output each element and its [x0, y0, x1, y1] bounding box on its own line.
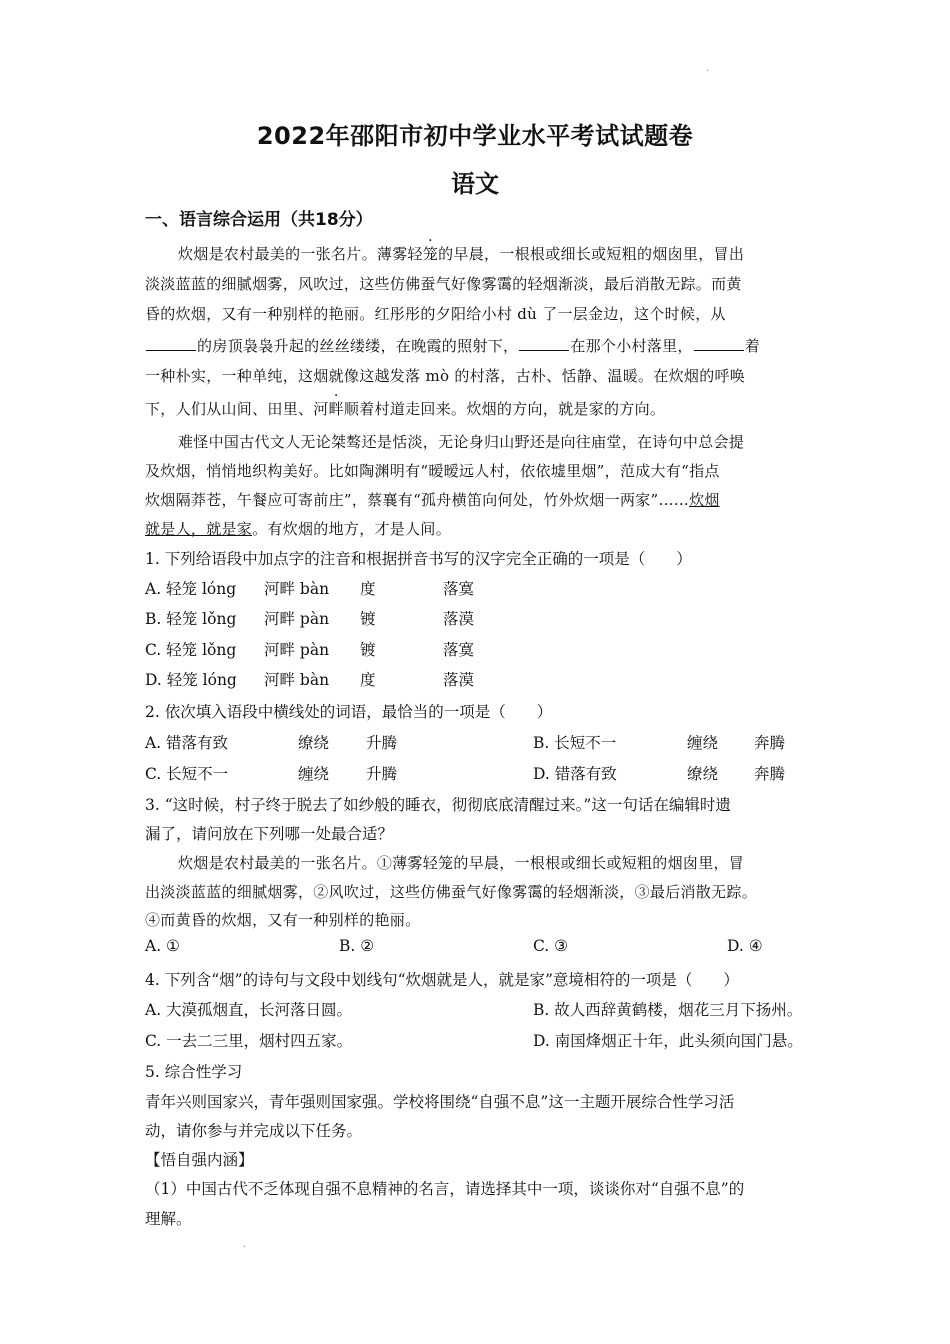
q1-option-d-item: 度 [360, 671, 376, 689]
underlined-sentence: 就是人，就是家 [145, 520, 253, 538]
q4-option-b[interactable]: B. 故人西辞黄鹤楼，烟花三月下扬州。 [533, 1001, 803, 1019]
fill-blank [146, 349, 196, 351]
q2-option-a-item: 升腾 [366, 734, 398, 752]
passage-line: 一种朴实，一种单纯，这烟就像这越发落 mò 的村落，古朴、恬静、温暖。在炊烟的呼唤 [145, 367, 746, 385]
passage-line: 难怪中国古代文人无论桀骜还是恬淡，无论身归山野还是向往庙堂，在诗句中总会提 [178, 433, 745, 451]
q2-option-b[interactable]: B. 长短不一 [533, 734, 617, 752]
q5-intro-line: 动，请你参与并完成以下任务。 [145, 1122, 363, 1140]
question-2-stem: 2. 依次填入语段中横线处的词语，最恰当的一项是（ ） [145, 703, 553, 721]
subject-title: 语文 [451, 170, 499, 198]
q1-option-d[interactable]: D. 轻笼 lóng [145, 671, 237, 689]
section-heading: 一、语言综合运用（共18分） [145, 210, 373, 230]
q3-quote-line: 出淡淡蓝蓝的细腻烟雾，②风吹过，这些仿佛蚕气好像雾霭的轻烟渐淡，③最后消散无踪。 [145, 883, 758, 901]
dotted-char: 畔 [328, 400, 344, 418]
q2-option-b-item: 缠绕 [687, 734, 719, 752]
q2-option-a-item: 缭绕 [298, 734, 330, 752]
q1-option-b-item: 落漠 [443, 610, 475, 628]
q1-option-b-item: 镀 [360, 610, 376, 628]
question-1-stem: 1. 下列给语段中加点字的注音和根据拼音书写的汉字完全正确的一项是（ ） [145, 550, 692, 568]
question-3-stem: 3. “这时候，村子终于脱去了如纱般的睡衣，彻彻底底清醒过来。”这一句话在编辑时遗 [145, 796, 731, 814]
q2-option-c-item: 缠绕 [298, 765, 330, 783]
passage-line: 的房顶袅袅升起的丝丝缕缕，在晚霞的照射下， 在那个小村落里， 着 [145, 335, 760, 356]
q1-option-b-item: 河畔 pàn [264, 610, 330, 628]
q1-option-a-item: 落寞 [443, 580, 475, 598]
q1-option-b[interactable]: B. 轻笼 lǒng [145, 610, 237, 628]
q1-option-c[interactable]: C. 轻笼 lǒng [145, 641, 237, 659]
passage-line: 炊烟是农村最美的一张名片。薄雾轻笼的早晨，一根根或细长或短粗的烟囱里，冒出 [178, 245, 745, 263]
q3-option-d[interactable]: D. ④ [727, 937, 763, 955]
q1-option-c-item: 镀 [360, 641, 376, 659]
q1-option-a[interactable]: A. 轻笼 lóng [145, 580, 237, 598]
q4-option-c[interactable]: C. 一去二三里，烟村四五家。 [145, 1032, 353, 1050]
q1-option-a-item: 河畔 bàn [264, 580, 330, 598]
exam-title: 2022年邵阳市初中学业水平考试试题卷 [256, 122, 694, 150]
passage-line: 就是人，就是家。有炊烟的地方，才是人间。 [145, 520, 452, 538]
q5-sub-heading: 【悟自强内涵】 [145, 1151, 254, 1169]
q1-option-d-item: 落漠 [443, 671, 475, 689]
q4-option-d[interactable]: D. 南国烽烟正十年，此头须向国门悬。 [533, 1032, 803, 1050]
scan-mark-top: · [706, 66, 710, 77]
q3-option-c[interactable]: C. ③ [533, 937, 569, 955]
passage-line: 下，人们从山间、田里、河畔顺着村道走回来。炊烟的方向，就是家的方向。 [145, 400, 666, 418]
q2-option-b-item: 奔腾 [754, 734, 786, 752]
q3-option-a[interactable]: A. ① [145, 937, 180, 955]
question-5-stem: 5. 综合性学习 [145, 1063, 243, 1081]
dotted-char: 笼 [422, 245, 439, 263]
q5-intro-line: 青年兴则国家兴，青年强则国家强。学校将围绕“自强不息”这一主题开展综合性学习活 [145, 1093, 735, 1111]
q3-option-b[interactable]: B. ② [339, 937, 375, 955]
passage-line: 炊烟隔莽苍，午餐应可寄前庄”，蔡襄有“孤舟横笛向何处，竹外炊烟一两家”……炊烟 [145, 491, 720, 509]
passage-line: 昏的炊烟，又有一种别样的艳丽。红彤彤的夕阳给小村 dù 了一层金边，这个时候，从 [145, 305, 726, 323]
q1-option-a-item: 度 [360, 580, 376, 598]
q2-option-d[interactable]: D. 错落有致 [533, 765, 617, 783]
passage-line: 及炊烟，悄悄地织构美好。比如陶渊明有“暧暧远人村，依依墟里烟”，范成大有“指点 [145, 462, 720, 480]
q5-task-line: 理解。 [145, 1210, 192, 1228]
fill-blank [694, 349, 744, 351]
q1-option-d-item: 河畔 bàn [264, 671, 330, 689]
question-3-stem: 漏了，请问放在下列哪一处最合适？ [145, 825, 394, 843]
passage-line: 淡淡蓝蓝的细腻烟雾，风吹过，这些仿佛蚕气好像雾霭的轻烟渐淡，最后消散无踪。而黄 [145, 275, 742, 293]
q2-option-a[interactable]: A. 错落有致 [145, 734, 229, 752]
scan-mark-bottom: · [243, 1242, 247, 1253]
q2-option-c[interactable]: C. 长短不一 [145, 765, 229, 783]
fill-blank [519, 349, 569, 351]
q2-option-d-item: 奔腾 [754, 765, 786, 783]
q4-option-a[interactable]: A. 大漠孤烟直，长河落日圆。 [145, 1001, 353, 1019]
q3-quote-line: 炊烟是农村最美的一张名片。①薄雾轻笼的早晨，一根根或细长或短粗的烟囱里，冒 [178, 854, 745, 872]
q1-option-c-item: 河畔 pàn [264, 641, 330, 659]
question-4-stem: 4. 下列含“烟”的诗句与文段中划线句“炊烟就是人，就是家”意境相符的一项是（ ） [145, 971, 739, 989]
q1-option-c-item: 落寞 [443, 641, 475, 659]
q5-task-line: （1）中国古代不乏体现自强不息精神的名言，请选择其中一项，谈谈你对“自强不息”的 [145, 1180, 745, 1198]
q2-option-c-item: 升腾 [366, 765, 398, 783]
q2-option-d-item: 缭绕 [687, 765, 719, 783]
underlined-sentence: 炊烟 [689, 491, 720, 509]
q3-quote-line: ④而黄昏的炊烟，又有一种别样的艳丽。 [145, 911, 421, 929]
